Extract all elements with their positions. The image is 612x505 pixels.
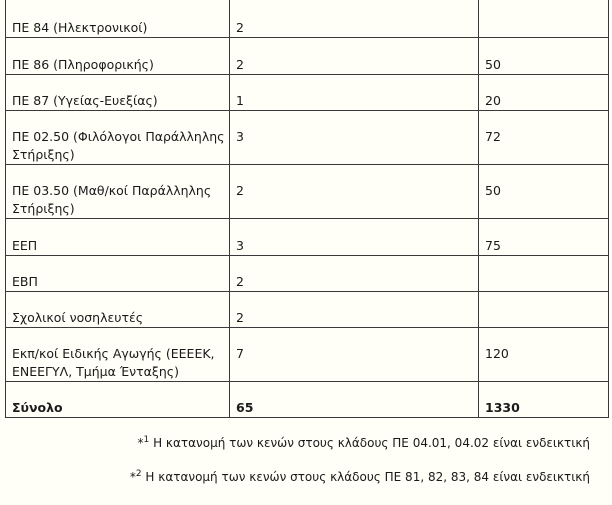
total-count: 65	[230, 382, 479, 418]
value-cell: 120	[479, 328, 609, 382]
value-cell: 20	[479, 75, 609, 111]
total-row	[6, 382, 609, 418]
table-row	[6, 75, 609, 111]
footnote-mark: *	[129, 470, 136, 484]
footnote-1	[130, 434, 590, 452]
value-cell: 50	[479, 38, 609, 75]
footnote-text: Η κατανομή των κενών στους κλάδους ΠΕ 04.01, 04.02 είναι ενδεικτική	[149, 436, 590, 450]
staff-allocation-table	[5, 0, 609, 418]
table-row	[6, 38, 609, 75]
table-row	[6, 0, 609, 38]
footnote-number: 1	[143, 435, 150, 445]
count-cell: 2	[230, 256, 479, 292]
value-cell	[479, 0, 609, 38]
count-cell: 2	[230, 38, 479, 75]
table-row	[6, 292, 609, 328]
value-cell: 75	[479, 219, 609, 256]
count-cell: 2	[230, 165, 479, 219]
table-row	[6, 328, 609, 382]
table-row	[6, 165, 609, 219]
table-row	[6, 111, 609, 165]
footnote-text: Η κατανομή των κενών στους κλάδους ΠΕ 81, 82, 83, 84 είναι ενδεικτική	[141, 470, 590, 484]
table-row	[6, 219, 609, 256]
category-cell: ΕΒΠ	[6, 256, 230, 292]
count-cell: 3	[230, 111, 479, 165]
footnote-mark: *	[137, 436, 144, 450]
footnote-2	[130, 468, 590, 486]
count-cell: 1	[230, 75, 479, 111]
count-cell: 2	[230, 292, 479, 328]
footnote-number: 2	[135, 469, 142, 479]
category-cell: ΠΕ 86 (Πληροφορικής)	[6, 38, 230, 75]
footnotes	[130, 434, 590, 502]
category-cell: Εκπ/κοί Ειδικής Αγωγής (ΕΕΕΕΚ, ΕΝΕΕΓΥΛ, Τμήμα Ένταξης)	[6, 328, 230, 382]
category-cell: Σχολικοί νοσηλευτές	[6, 292, 230, 328]
category-cell: ΠΕ 03.50 (Μαθ/κοί Παράλληλης Στήριξης)	[6, 165, 230, 219]
category-cell: ΠΕ 02.50 (Φιλόλογοι Παράλληλης Στήριξης)	[6, 111, 230, 165]
category-cell: ΕΕΠ	[6, 219, 230, 256]
value-cell: 50	[479, 165, 609, 219]
value-cell: 72	[479, 111, 609, 165]
value-cell	[479, 292, 609, 328]
total-label: Σύνολο	[6, 382, 230, 418]
count-cell: 2	[230, 0, 479, 38]
count-cell: 3	[230, 219, 479, 256]
count-cell: 7	[230, 328, 479, 382]
category-cell: ΠΕ 87 (Υγείας-Ευεξίας)	[6, 75, 230, 111]
total-value: 1330	[479, 382, 609, 418]
category-cell: ΠΕ 84 (Ηλεκτρονικοί)	[6, 0, 230, 38]
table-row	[6, 256, 609, 292]
value-cell	[479, 256, 609, 292]
